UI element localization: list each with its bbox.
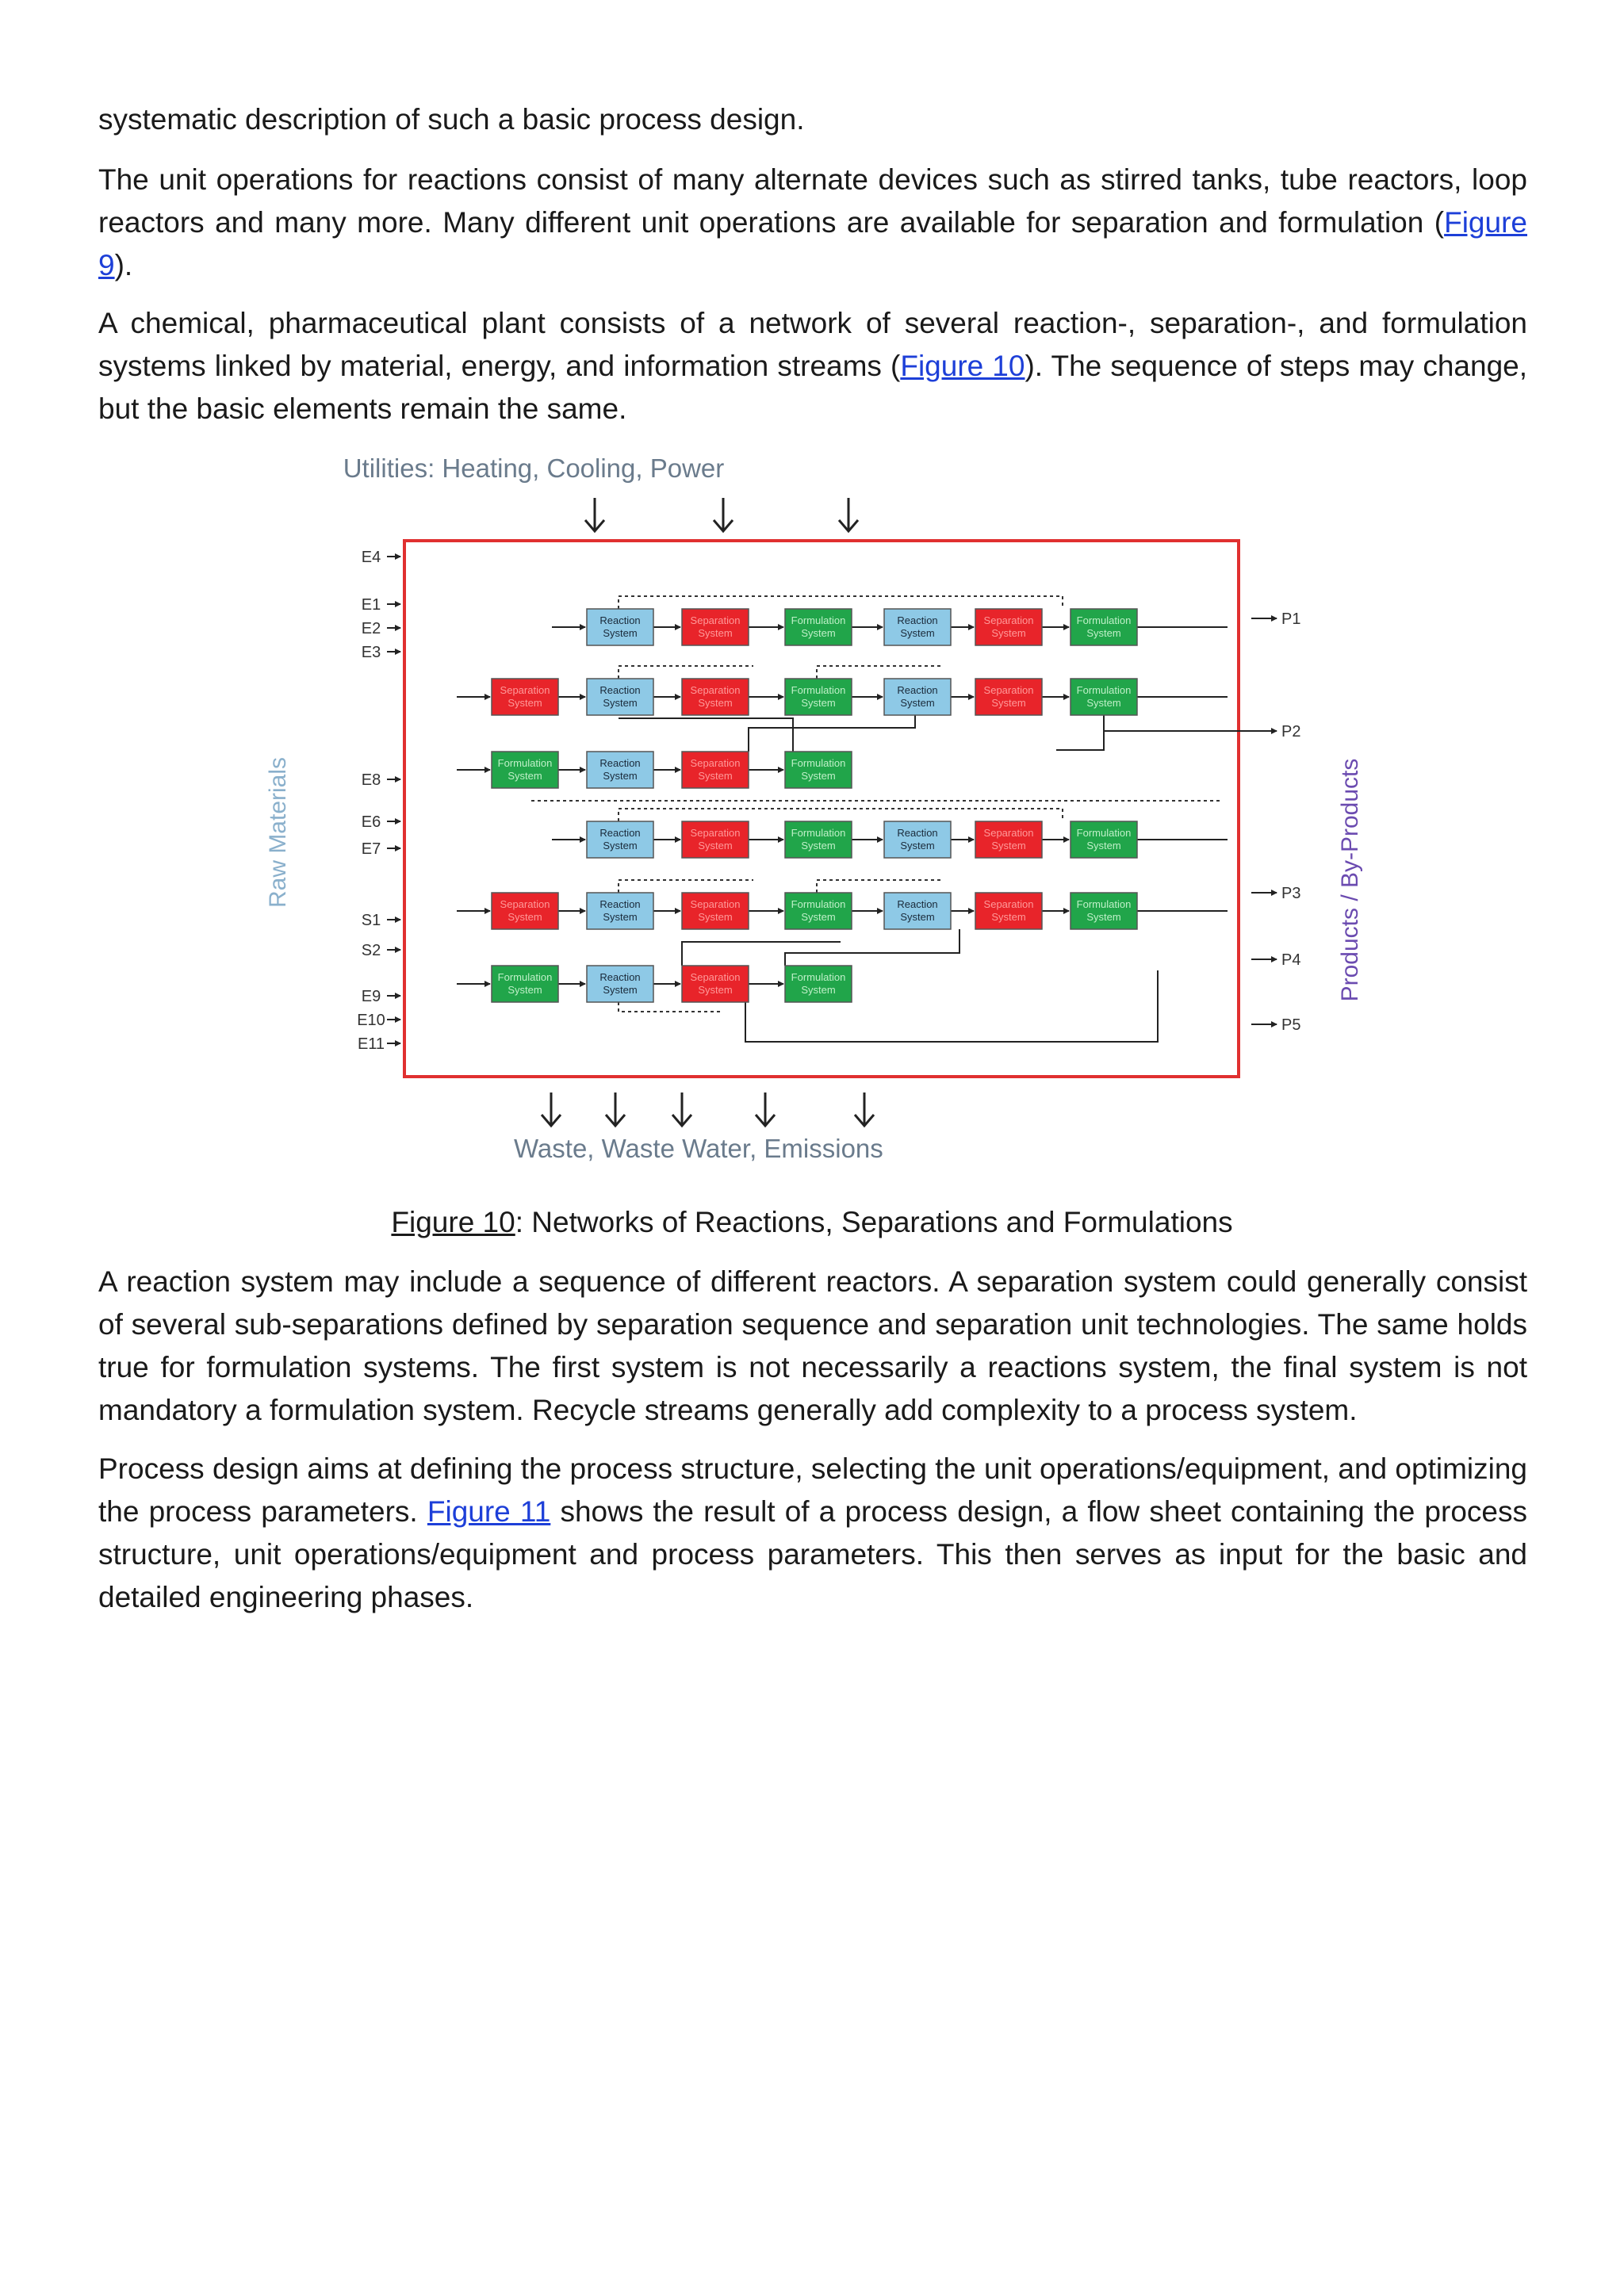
paragraph-reaction-system: A reaction system may include a sequence of different reactors. A separation system could generally consist of several sub-separations defined by separation sequence and separation unit technologies. The same holds true for formulation systems. The first system is not necessarily a reactions system, the final system is not mandatory a formulation system. Recycle streams generally add complexity to a process system. — [98, 1265, 1527, 1426]
material-stream — [1104, 715, 1251, 731]
box-label: Separation — [690, 684, 741, 696]
box-label: Formulation — [791, 827, 846, 839]
reaction-system-box — [587, 752, 653, 788]
paragraph-unit-operations — [98, 159, 1527, 287]
separation-system-box — [682, 679, 749, 715]
input-label-e7: E7 — [361, 840, 381, 858]
box-label: System — [991, 697, 1026, 709]
paragraph-process-design — [98, 1448, 1527, 1619]
formulation-system-box — [492, 752, 558, 788]
box-label: System — [991, 627, 1026, 639]
output-label-p5: P5 — [1281, 1016, 1301, 1034]
separation-system-box — [682, 752, 749, 788]
waste-label: Waste, Waste Water, Emissions — [514, 1134, 883, 1163]
box-label: Reaction — [599, 684, 641, 696]
caption-figure-label[interactable]: Figure 10 — [391, 1206, 515, 1238]
formulation-system-box — [1071, 679, 1137, 715]
material-stream — [749, 715, 915, 752]
formulation-system-box — [1071, 609, 1137, 645]
formulation-system-box — [785, 893, 852, 929]
output-label-p3: P3 — [1281, 885, 1301, 902]
formulation-system-box — [785, 752, 852, 788]
box-label: Reaction — [599, 614, 641, 626]
output-label-p2: P2 — [1281, 723, 1301, 740]
information-stream — [817, 666, 944, 679]
box-label: System — [900, 627, 935, 639]
figure-11-link[interactable]: Figure 11 — [427, 1495, 551, 1528]
utilities-label: Utilities: Heating, Cooling, Power — [343, 453, 725, 483]
box-label: Separation — [500, 898, 550, 910]
input-streams — [357, 549, 400, 1053]
box-label: System — [603, 697, 638, 709]
box-label: Separation — [983, 827, 1034, 839]
reaction-system-box — [884, 893, 951, 929]
paragraph-intro-end: systematic description of such a basic process design. — [98, 103, 805, 136]
box-label: Reaction — [599, 898, 641, 910]
box-label: System — [1086, 911, 1121, 923]
box-label: System — [603, 770, 638, 782]
box-label: Reaction — [599, 971, 641, 983]
information-stream — [619, 1002, 722, 1012]
separation-system-box — [682, 893, 749, 929]
box-label: System — [698, 627, 733, 639]
separation-system-box — [492, 679, 558, 715]
box-label: Separation — [690, 757, 741, 769]
process-boxes — [492, 609, 1137, 1002]
box-label: System — [900, 911, 935, 923]
figure-10-link[interactable]: Figure 10 — [900, 350, 1025, 382]
reaction-system-box — [587, 679, 653, 715]
box-label: System — [698, 911, 733, 923]
separation-system-box — [975, 609, 1042, 645]
information-stream — [619, 880, 753, 893]
box-label: Formulation — [791, 614, 846, 626]
output-streams — [1251, 610, 1300, 1034]
box-label: Separation — [690, 827, 741, 839]
formulation-system-box — [1071, 893, 1137, 929]
box-label: System — [508, 984, 542, 996]
reaction-system-box — [587, 893, 653, 929]
stream-connectors — [457, 596, 1251, 1042]
box-label: Formulation — [1076, 684, 1132, 696]
input-label-e6: E6 — [361, 813, 381, 831]
box-label: System — [801, 911, 836, 923]
separation-system-box — [682, 609, 749, 645]
output-label-p1: P1 — [1281, 610, 1301, 628]
input-label-s2: S2 — [361, 942, 381, 959]
paragraph-text: ). — [114, 249, 133, 281]
input-label-e3: E3 — [361, 644, 381, 661]
box-label: System — [1086, 840, 1121, 851]
box-label: Reaction — [897, 614, 938, 626]
box-label: Reaction — [897, 684, 938, 696]
figure-caption — [0, 1201, 1624, 1244]
box-label: Formulation — [791, 684, 846, 696]
reaction-system-box — [587, 821, 653, 858]
information-stream — [817, 880, 944, 893]
formulation-system-box — [785, 966, 852, 1002]
box-label: System — [603, 840, 638, 851]
caption-text: : Networks of Reactions, Separations and Formulations — [515, 1206, 1233, 1238]
box-label: System — [900, 697, 935, 709]
figure-9-link[interactable]: Figure 9 — [98, 206, 1527, 281]
material-stream — [785, 929, 959, 966]
input-label-e2: E2 — [361, 620, 381, 637]
network-figure — [238, 452, 1411, 1181]
box-label: Separation — [983, 614, 1034, 626]
input-label-e1: E1 — [361, 596, 381, 614]
box-label: Separation — [983, 898, 1034, 910]
box-label: Formulation — [791, 898, 846, 910]
input-label-e10: E10 — [357, 1012, 385, 1029]
box-label: Formulation — [791, 971, 846, 983]
box-label: System — [801, 840, 836, 851]
input-label-e11: E11 — [357, 1035, 385, 1053]
box-label: System — [698, 770, 733, 782]
box-label: Separation — [690, 971, 741, 983]
box-label: Formulation — [1076, 898, 1132, 910]
separation-system-box — [682, 966, 749, 1002]
box-label: System — [801, 770, 836, 782]
information-stream — [619, 596, 1063, 609]
box-label: Separation — [500, 684, 550, 696]
box-label: System — [801, 697, 836, 709]
box-label: Formulation — [791, 757, 846, 769]
separation-system-box — [682, 821, 749, 858]
output-label-p4: P4 — [1281, 951, 1301, 969]
reaction-system-box — [587, 609, 653, 645]
information-stream — [619, 809, 1063, 821]
reaction-system-box — [587, 966, 653, 1002]
paragraph-text: shows the result of a process design, a flow sheet containing the process structure, unit operations/equipment and process parameters. This then serves as input for the basic and detailed engineering phases. — [98, 1495, 1527, 1613]
paragraph-text: A chemical, pharmaceutical plant consists of a network of several reaction-, separation-, and formulation systems linked by material, energy, and information streams ( — [98, 307, 1527, 382]
material-stream — [619, 718, 793, 752]
box-label: System — [801, 984, 836, 996]
input-label-e4: E4 — [361, 549, 381, 566]
box-label: Formulation — [497, 971, 553, 983]
raw-materials-label: Raw Materials — [265, 756, 291, 909]
utilities-arrows — [585, 498, 858, 531]
box-label: System — [1086, 627, 1121, 639]
box-label: Formulation — [1076, 827, 1132, 839]
input-label-e8: E8 — [361, 771, 381, 789]
waste-arrows — [542, 1093, 874, 1126]
box-label: System — [900, 840, 935, 851]
box-label: System — [991, 840, 1026, 851]
box-label: System — [698, 840, 733, 851]
box-label: Reaction — [897, 827, 938, 839]
box-label: Reaction — [897, 898, 938, 910]
box-label: System — [1086, 697, 1121, 709]
box-label: System — [991, 911, 1026, 923]
box-label: System — [698, 697, 733, 709]
box-label: System — [801, 627, 836, 639]
formulation-system-box — [492, 966, 558, 1002]
box-label: System — [508, 911, 542, 923]
box-label: System — [508, 697, 542, 709]
box-label: System — [603, 984, 638, 996]
paragraph-text: ). The sequence of steps may change, but the basic elements remain the same. — [98, 350, 1528, 425]
box-label: Formulation — [497, 757, 553, 769]
formulation-system-box — [785, 609, 852, 645]
reaction-system-box — [884, 609, 951, 645]
separation-system-box — [975, 821, 1042, 858]
separation-system-box — [492, 893, 558, 929]
formulation-system-box — [785, 679, 852, 715]
box-label: System — [698, 984, 733, 996]
box-label: Separation — [983, 684, 1034, 696]
input-label-e9: E9 — [361, 988, 381, 1005]
separation-system-box — [975, 679, 1042, 715]
reaction-system-box — [884, 679, 951, 715]
separation-system-box — [975, 893, 1042, 929]
reaction-system-box — [884, 821, 951, 858]
formulation-system-box — [785, 821, 852, 858]
formulation-system-box — [1071, 821, 1137, 858]
information-stream — [619, 666, 753, 679]
box-label: System — [603, 911, 638, 923]
box-label: Reaction — [599, 757, 641, 769]
box-label: Separation — [690, 898, 741, 910]
products-label: Products / By-Products — [1337, 758, 1363, 1002]
box-label: Formulation — [1076, 614, 1132, 626]
box-label: System — [603, 627, 638, 639]
input-label-s1: S1 — [361, 912, 381, 929]
paragraph-text: Process design aims at defining the process structure, selecting the unit operations/equipment, and optimizing the process parameters. — [98, 1452, 1527, 1528]
box-label: Reaction — [599, 827, 641, 839]
paragraph-plant-network — [98, 302, 1527, 430]
box-label: System — [508, 770, 542, 782]
paragraph-text: The unit operations for reactions consist of many alternate devices such as stirred tanks, tube reactors, loop reactors and many more. Many different unit operations are available for separation and formulation ( — [98, 163, 1527, 239]
box-label: Separation — [690, 614, 741, 626]
